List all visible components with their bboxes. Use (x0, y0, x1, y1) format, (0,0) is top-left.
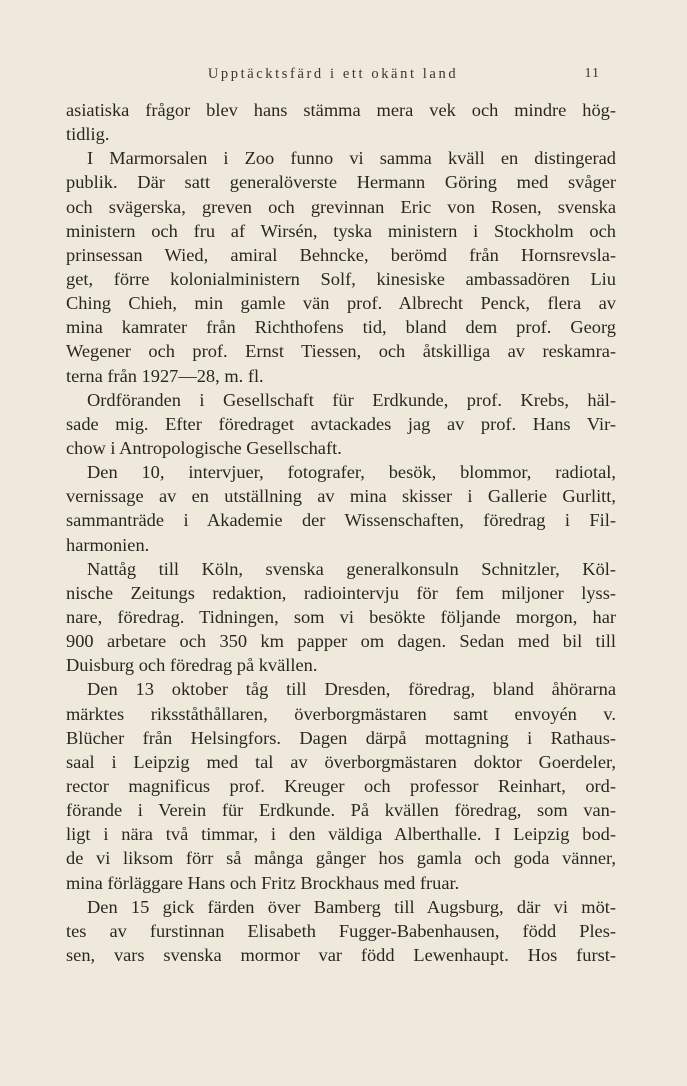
text-line: asiatiska frågor blev hans stämma mera vek och mindre hög- (66, 100, 616, 120)
text-line: sade mig. Efter föredraget avtackades jag av prof. Hans Vir- (66, 413, 616, 434)
page-number: 11 (584, 66, 600, 81)
text-line: Nattåg till Köln, svenska generalkonsuln Schnitzler, Köl- (87, 558, 616, 579)
text-line: get, förre kolonialministern Solf, kinesiske ambassadören Liu (66, 268, 616, 289)
text-line: nare, föredrag. Tidningen, som vi besökte följande morgon, har (66, 606, 616, 627)
text-line: Den 13 oktober tåg till Dresden, föredrag, bland åhörarna (87, 679, 616, 700)
text-line: Den 15 gick färden över Bamberg till Augsburg, där vi möt- (87, 896, 616, 917)
text-line: och svägerska, greven och grevinnan Eric von Rosen, svenska (66, 196, 616, 217)
text-line: Den 10, intervjuer, fotografer, besök, blommor, radiotal, (87, 462, 616, 483)
text-line: mina kamrater från Richthofens tid, bland dem prof. Georg (66, 317, 616, 338)
text-line: Blücher från Helsingfors. Dagen därpå mottagning i Rathaus- (66, 727, 616, 748)
running-head (66, 66, 600, 86)
text-line: nische Zeitungs redaktion, radiointervju för fem miljoner lyss- (66, 582, 616, 603)
text-line: mina förläggare Hans och Fritz Brockhaus med fruar. (66, 872, 460, 893)
text-line: Ching Chieh, min gamle vän prof. Albrecht Penck, flera av (66, 293, 616, 314)
text-line: Ordföranden i Gesellschaft für Erdkunde, prof. Krebs, häl- (87, 389, 616, 410)
text-line: chow i Antropologische Gesellschaft. (66, 437, 342, 458)
text-line: tes av furstinnan Elisabeth Fugger-Babenhausen, född Ples- (66, 920, 616, 941)
text-line: sammanträde i Akademie der Wissenschaften, föredrag i Fil- (66, 510, 616, 531)
text-line: de vi liksom förr så många gånger hos gamla och goda vänner, (66, 848, 616, 869)
text-line: förande i Verein für Erdkunde. På kvällen föredrag, som van- (66, 800, 616, 821)
text-line: vernissage av en utställning av mina skisser i Gallerie Gurlitt, (66, 486, 616, 507)
text-line: terna från 1927—28, m. fl. (66, 365, 264, 386)
text-line: ligt i nära två timmar, i den väldiga Alberthalle. I Leipzig bod- (66, 824, 616, 845)
running-title: Upptäcktsfärd i ett okänt land (207, 66, 459, 82)
text-line: I Marmorsalen i Zoo funno vi samma kväll en distingerad (87, 148, 616, 169)
text-line: prinsessan Wied, amiral Behncke, berömd från Hornsrevsla- (66, 244, 616, 265)
text-line: märktes riksståthållaren, överborgmästaren samt envoyén v. (66, 703, 616, 724)
text-line: Wegener och prof. Ernst Tiessen, och åtskilliga av reskamra- (66, 341, 616, 362)
text-line: Duisburg och föredrag på kvällen. (66, 655, 318, 676)
body-text (66, 98, 616, 967)
text-line: publik. Där satt generalöverste Hermann Göring med svåger (66, 172, 616, 193)
text-line: harmonien. (66, 534, 150, 555)
text-line: rector magnificus prof. Kreuger och professor Reinhart, ord- (66, 775, 616, 796)
text-line: sen, vars svenska mormor var född Lewenhaupt. Hos furst- (66, 944, 616, 965)
text-line: tidlig. (66, 124, 110, 145)
text-line: ministern och fru af Wirsén, tyska ministern i Stockholm och (66, 220, 616, 241)
text-line: saal i Leipzig med tal av överborgmästaren doktor Goerdeler, (66, 751, 616, 772)
text-line: 900 arbetare och 350 km papper om dagen. Sedan med bil till (66, 631, 616, 652)
